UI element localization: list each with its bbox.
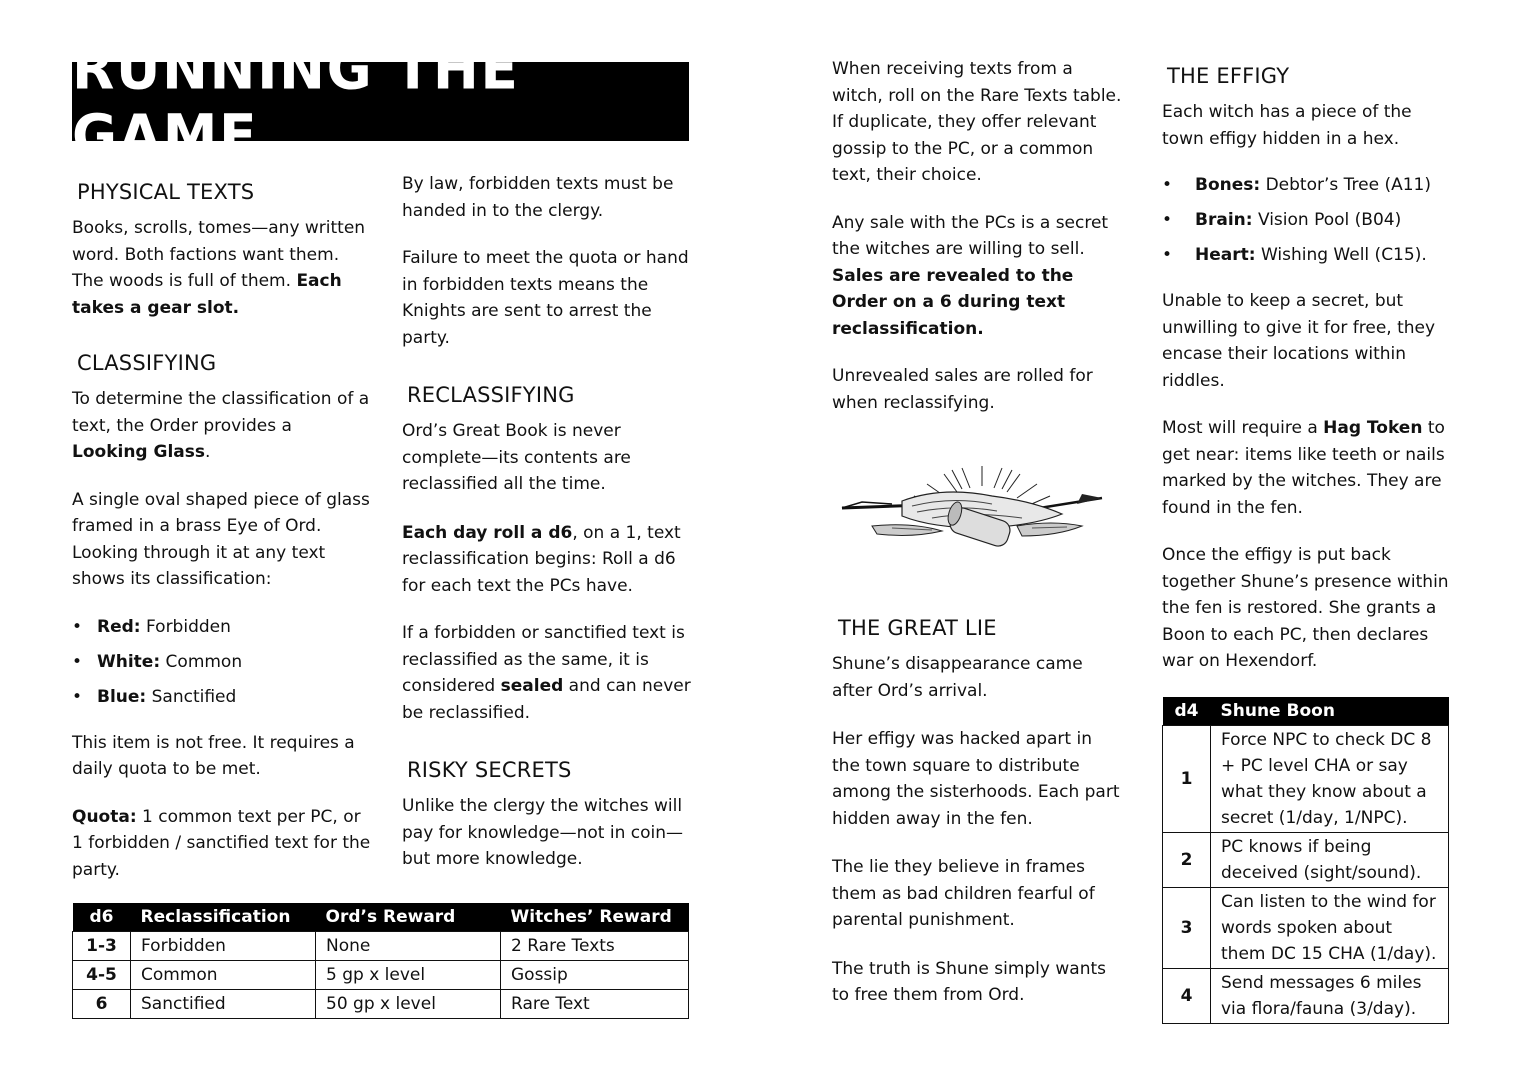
list-item: • Brain: Vision Pool (B04): [1162, 207, 1454, 233]
riddles-text: Unable to keep a secret, but unwilling to give it for free, they encase their locations within riddles.: [1162, 291, 1436, 391]
daily-roll-text: Each day roll a d6, on a 1, text reclassification begins: Roll a d6 for each text the PCs have.: [402, 522, 681, 596]
sealed-text: If a forbidden or sanctified text is reclassified as the same, it is considered sealed and can never be reclassified.: [402, 623, 691, 723]
table-header: Witches’ Reward: [501, 903, 689, 932]
risky-secrets-body: Unlike the clergy the witches will pay for knowledge—not in coin—but more knowledge.: [402, 796, 683, 869]
table-header: d4: [1163, 697, 1211, 726]
table-header: Reclassification: [131, 903, 316, 932]
list-item: • Bones: Debtor’s Tree (A11): [1162, 172, 1454, 198]
table-row: 1-3 Forbidden None 2 Rare Texts: [73, 932, 689, 961]
risky-secrets-heading: RISKY SECRETS: [407, 758, 572, 782]
effigy-heading: THE EFFIGY: [1167, 64, 1290, 88]
column-2: [402, 171, 692, 873]
truth-text: The truth is Shune simply wants to free them from Ord.: [832, 958, 1106, 1005]
quota-requirement: This item is not free. It requires a daily quota to be met.: [72, 732, 355, 779]
page-title: RUNNING THE GAME: [72, 34, 520, 169]
column-1: [72, 180, 372, 883]
reclassifying-intro: Ord’s Great Book is never complete—its contents are reclassified all the time.: [402, 421, 631, 494]
classifying-heading: CLASSIFYING: [77, 351, 217, 375]
hag-token-text: Most will require a Hag Token to get near: items like teeth or nails marked by the witches. They are found in the fen.: [1162, 418, 1445, 518]
effigy-intro: Each witch has a piece of the town effigy hidden in a hex.: [1162, 102, 1412, 149]
witch-texts-body: When receiving texts from a witch, roll on the Rare Texts table. If duplicate, they offer relevant gossip to the PC, or a common text, their choice.: [832, 59, 1122, 185]
reclassification-table: [72, 903, 689, 1019]
effigy-locations-list: [1162, 172, 1454, 268]
shune-boon-table: [1162, 697, 1449, 1024]
effigy-hacked-text: Her effigy was hacked apart in the town square to distribute among the sisterhoods. Each part hidden away in the fen.: [832, 729, 1120, 829]
great-lie-intro: Shune’s disappearance came after Ord’s arrival.: [832, 654, 1083, 701]
quota-text: Quota: 1 common text per PC, or 1 forbidden / sanctified text for the party.: [72, 806, 371, 880]
table-header: d6: [73, 903, 131, 932]
law-text: By law, forbidden texts must be handed in to the clergy.: [402, 174, 674, 221]
looking-glass-description: A single oval shaped piece of glass framed in a brass Eye of Ord. Looking through it at any text shows its classification:: [72, 489, 370, 589]
table-row: 3 Can listen to the wind for words spoken about them DC 15 CHA (1/day).: [1163, 888, 1449, 969]
table-row: 2 PC knows if being deceived (sight/sound).: [1163, 833, 1449, 888]
column-3: [832, 56, 1122, 1009]
column-4: [1162, 64, 1454, 675]
classification-list: [72, 614, 372, 710]
table-row: 4-5 Common 5 gp x level Gossip: [73, 961, 689, 990]
table-row: 6 Sanctified 50 gp x level Rare Text: [73, 990, 689, 1019]
table-row: 4 Send messages 6 miles via flora/fauna (3/day).: [1163, 969, 1449, 1024]
table-header-row: [73, 903, 689, 932]
table-row: 1 Force NPC to check DC 8 + PC level CHA or say what they know about a secret (1/day, 1/NPC).: [1163, 726, 1449, 833]
list-item: • White: Common: [72, 649, 372, 675]
great-lie-heading: THE GREAT LIE: [838, 616, 997, 640]
reclassifying-heading: RECLASSIFYING: [407, 383, 575, 407]
table-header-row: [1163, 697, 1449, 726]
classifying-intro: To determine the classification of a text, the Order provides a Looking Glass.: [72, 389, 370, 462]
page-title-banner: [72, 34, 689, 169]
table-header: Shune Boon: [1211, 697, 1449, 726]
witch-sales-text: Any sale with the PCs is a secret the witches are willing to sell. Sales are revealed to the Order on a 6 during text reclassification.: [832, 212, 1109, 339]
unrevealed-sales-text: Unrevealed sales are rolled for when reclassifying.: [832, 366, 1093, 413]
quota-failure-text: Failure to meet the quota or hand in forbidden texts means the Knights are sent to arrest the party.: [402, 248, 689, 348]
effigy-restored-text: Once the effigy is put back together Shune’s presence within the fen is restored. She grants a Boon to each PC, then declares war on Hexendorf.: [1162, 545, 1449, 671]
list-item: • Blue: Sanctified: [72, 684, 372, 710]
list-item: • Red: Forbidden: [72, 614, 372, 640]
physical-texts-heading: PHYSICAL TEXTS: [77, 180, 255, 204]
list-item: • Heart: Wishing Well (C15).: [1162, 242, 1454, 268]
lie-belief-text: The lie they believe in frames them as bad children fearful of parental punishment.: [832, 857, 1095, 930]
physical-texts-body: Books, scrolls, tomes—any written word. Both factions want them. The woods is full of them. Each takes a gear slot.: [72, 218, 366, 318]
table-header: Ord’s Reward: [316, 903, 501, 932]
scrolls-and-quill-icon: [832, 456, 1122, 566]
